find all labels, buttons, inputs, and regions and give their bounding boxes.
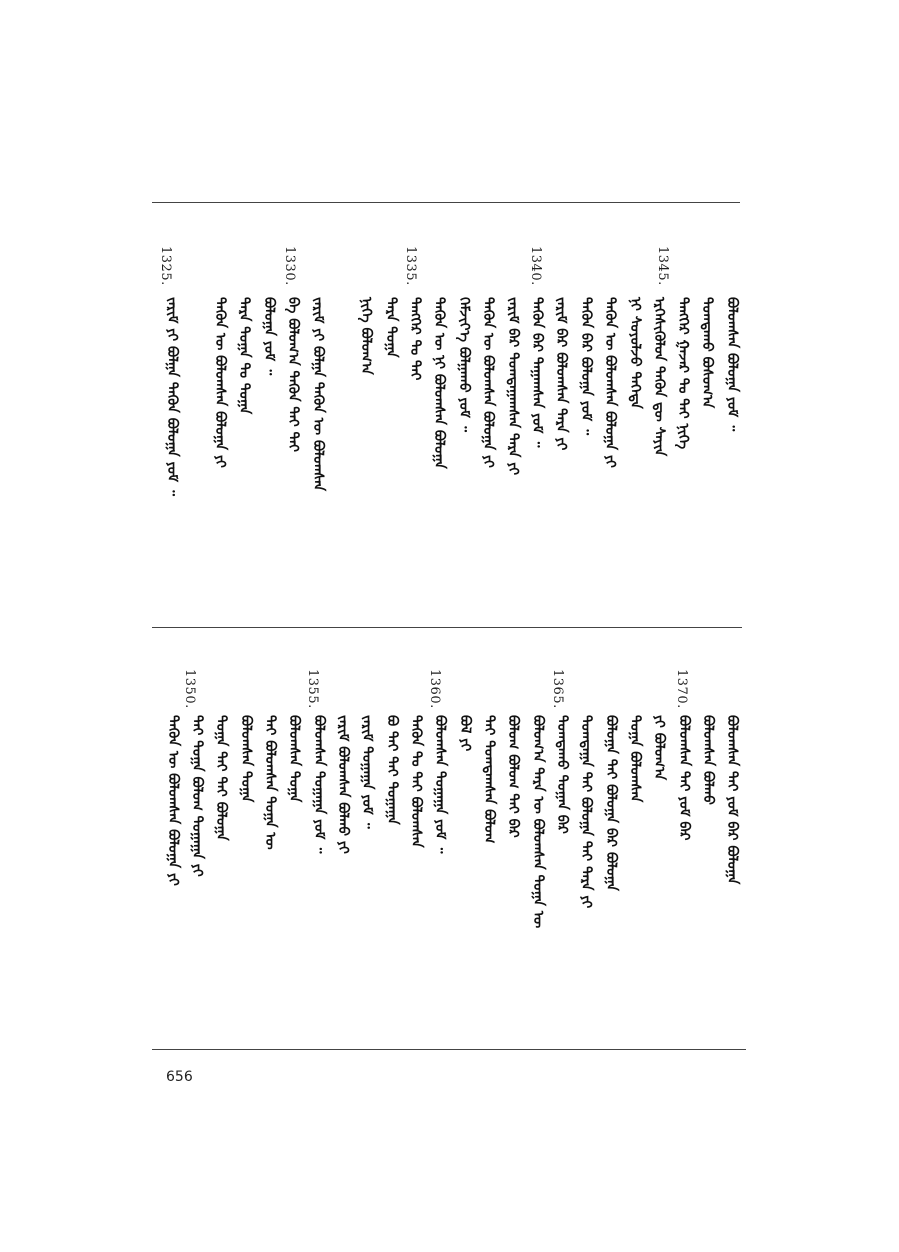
text-column: ᠪᠣᠯᠤᠭᠠ ᠲᠠᠢ ᠪᠣᠯᠤᠭᠠ ᠪᠠᠷ ᠪᠣᠯᠤᠭᠠ <box>603 715 619 891</box>
line-number: 1330. <box>282 246 297 286</box>
text-column: ᠵᠠᠷᠢᠮ ᠪᠣᠯᠤᠭᠰᠠᠨ ᠪᠣᠯᠬᠤ ᠶᠢ <box>335 715 351 854</box>
text-column: ᠪᠣᠯᠤᠭ ᠪᠣᠯᠤᠭ ᠲᠠᠢ ᠪᠠᠷ <box>505 715 521 838</box>
line-number: 1335. <box>403 246 418 286</box>
text-column: ᠨᠢᠭᠡ ᠪᠣᠯᠤᠭ᠎ᠠ <box>358 297 374 375</box>
text-column: ᠲᠡᠩᠭᠡᠷ ᠭᠠᠵᠠᠷ ᠲᠤ ᠲᠠᠢ ᠨᠢᠭᠡ <box>675 297 691 450</box>
text-column: ᠲᠣᠭᠲᠠᠬᠤ ᠲᠣᠭᠠᠨ ᠪᠠᠷ <box>554 715 570 834</box>
bottom-rule <box>152 1049 746 1050</box>
text-column: ᠪᠣᠯ ᠶᠢ <box>457 715 473 752</box>
text-column: ᠬᠡᠮᠵᠢᠶ᠎ᠡ ᠪᠣᠯᠭᠠᠬᠤ ᠶᠤᠮ ᠃ <box>456 297 472 432</box>
top-rule <box>152 202 740 203</box>
text-column: ᠲᠡᠭᠦᠨ ᠦ ᠪᠣᠯᠤᠭᠰᠠᠨ ᠪᠣᠯᠤᠭᠠ ᠶᠢ <box>212 297 228 468</box>
text-column: ᠪᠣᠯᠤᠭᠰᠠᠨ ᠲᠣᠭᠠ <box>238 715 254 803</box>
line-number: 1350. <box>182 669 197 709</box>
text-column: ᠲᠡᠭᠦᠨ ᠪᠠᠷ ᠪᠣᠯᠤᠭᠠ ᠶᠤᠮ ᠃ <box>578 297 594 436</box>
text-column: ᠲᠣᠭᠲᠠᠭᠠ ᠲᠠᠢ ᠪᠣᠯᠤᠭᠠ ᠲᠠᠢ ᠲᠡᠷᠡ ᠶᠢ <box>578 715 594 909</box>
text-column: ᠪᠠ ᠪᠣᠯᠤᠭ᠎ᠠ ᠲᠡᠭᠦᠨ ᠲᠠᠢ ᠲᠠᠢ <box>285 297 301 453</box>
text-column: ᠲᠡᠷᠡ ᠲᠣᠭᠠ <box>383 297 399 358</box>
line-number: 1360. <box>427 669 442 709</box>
text-column: ᠪᠣᠯᠤᠭᠰᠠᠨ ᠪᠣᠯᠤᠭᠠ ᠶᠤᠮ ᠃ <box>724 297 740 432</box>
text-column: ᠲᠡᠭᠦᠨ ᠦ ᠪᠣᠯᠤᠭᠰᠠᠨ ᠪᠣᠯᠤᠭᠠ ᠶᠢ <box>165 715 181 886</box>
line-number: 1325. <box>158 246 173 286</box>
text-column: ᠨᠢ ᠰᠣᠶᠤᠯᠵᠤ ᠲᠡᠭᠡᠳᠡ <box>627 297 643 409</box>
line-number: 1345. <box>655 246 670 286</box>
text-column: ᠲᠠᠢ ᠲᠣᠭᠠ ᠪᠣᠯᠤᠭ ᠲᠣᠭᠠᠭᠠ ᠶᠢ <box>189 715 205 877</box>
text-column: ᠲᠣᠭᠠ ᠪᠣᠯᠤᠭᠰᠠᠨ <box>627 715 643 803</box>
text-column: ᠡᠷᠬᠡᠰᠢᠭᠦᠯᠦᠨ ᠲᠡᠭᠦᠨ ᠳᠦ ᠰᠠᠶᠢᠨ <box>651 297 667 457</box>
middle-rule <box>152 627 742 628</box>
text-column: ᠲᠡᠩᠭᠡᠷ ᠲᠤ ᠲᠠᠢ <box>407 297 423 381</box>
text-column: ᠪᠣᠯᠤᠭᠠ ᠶᠤᠮ ᠃ <box>261 297 277 376</box>
text-column: ᠵᠠᠷᠢᠮ ᠶᠢ ᠪᠣᠯᠭᠠ ᠲᠡᠭᠦᠨ ᠦ ᠪᠣᠯᠤᠭᠰᠠᠨ <box>310 297 326 492</box>
text-column: ᠪᠣᠯᠤᠭᠰᠠᠨ ᠲᠣᠭᠠᠭᠠ ᠶᠤᠮ ᠃ <box>432 715 448 854</box>
text-column: ᠪᠣ ᠲᠠᠢ ᠲᠠᠢ ᠲᠣᠭᠠᠭᠠ <box>384 715 400 825</box>
text-column: ᠵᠠᠷᠢᠮ ᠪᠠᠷ ᠪᠣᠯᠤᠭᠰᠠᠨ ᠲᠡᠷᠡ ᠶᠢ <box>553 297 569 451</box>
text-column: ᠲᠣᠭᠠ ᠲᠠᠢ ᠲᠠᠢ ᠪᠣᠯᠤᠭᠠ <box>213 715 229 841</box>
text-column: ᠲᠡᠭᠦᠨ ᠦ ᠨᠢ ᠪᠣᠯᠤᠭᠰᠠᠨ ᠪᠣᠯᠤᠭᠠ <box>431 297 447 469</box>
text-column: ᠲᠡᠭᠦᠨ ᠦ ᠪᠣᠯᠤᠭᠰᠠᠨ ᠪᠣᠯᠤᠭᠠ ᠶᠢ <box>602 297 618 468</box>
text-column: ᠵᠠᠷᠢᠮ ᠲᠣᠭᠠᠭᠠ ᠶᠤᠮ ᠃ <box>359 715 375 829</box>
text-column: ᠪᠣᠯᠤᠭᠰᠠᠨ ᠲᠠᠢ ᠶᠤᠮ ᠪᠠᠷ ᠪᠣᠯᠤᠭᠠ <box>724 715 740 885</box>
line-number: 1365. <box>550 669 565 709</box>
text-column: ᠪᠣᠯᠤᠭᠰᠠᠨ ᠲᠣᠭᠠᠭᠠ ᠶᠤᠮ ᠃ <box>311 715 327 854</box>
text-column: ᠪᠣᠯᠤᠭ᠎ᠠ ᠲᠡᠷᠡ ᠦ ᠪᠣᠯᠤᠭᠰᠠᠨ ᠲᠣᠭᠠ ᠦ <box>530 715 546 929</box>
text-column: ᠲᠡᠭᠦᠨ ᠲᠤ ᠲᠠᠢ ᠪᠣᠯᠤᠭᠰᠠᠨ <box>408 715 424 848</box>
line-number: 1355. <box>305 669 320 709</box>
text-column: ᠲᠡᠷᠡ ᠲᠣᠭᠠ ᠲᠤ ᠲᠣᠭᠠ <box>236 297 252 415</box>
text-column: ᠪᠣᠯᠤᠭᠰᠠᠨ ᠪᠣᠯᠬᠤ <box>700 715 716 805</box>
text-column: ᠵᠠᠷᠢᠮ ᠶᠢ ᠪᠣᠯᠭᠠ ᠲᠡᠭᠦᠨ ᠪᠣᠯᠤᠭᠠ ᠶᠤᠮ ᠃ <box>164 297 180 497</box>
text-column: ᠪᠣᠯᠤᠭᠰᠠᠨ ᠲᠠᠢ ᠶᠤᠮ ᠪᠠᠷ <box>676 715 692 841</box>
text-column: ᠪᠣᠯᠤᠭᠰᠠᠨ ᠲᠣᠭᠠ <box>286 715 302 803</box>
text-column: ᠲᠠᠢ ᠪᠣᠯᠤᠭᠰᠠᠨ ᠲᠣᠭᠠ ᠦ <box>262 715 278 850</box>
text-column: ᠶᠢ ᠪᠣᠯᠤᠭ᠎ᠠ <box>651 715 667 781</box>
line-number: 1370. <box>674 669 689 709</box>
page-number: 656 <box>166 1069 193 1085</box>
text-column: ᠲᠠᠢ ᠲᠣᠭᠲᠠᠭᠰᠠᠨ ᠪᠣᠯᠤᠭ <box>481 715 497 844</box>
text-column: ᠲᠡᠭᠦᠨ ᠪᠠᠷ ᠲᠠᠭᠠᠭᠰᠠᠨ ᠶᠤᠮ ᠃ <box>529 297 545 448</box>
text-column: ᠵᠠᠷᠢᠮ ᠪᠠᠷ ᠲᠣᠭᠲᠠᠭᠠᠭᠰᠠᠨ ᠲᠡᠷᠡ ᠶᠢ <box>505 297 521 476</box>
line-number: 1340. <box>528 246 543 286</box>
text-column: ᠲᠡᠭᠦᠨ ᠦ ᠪᠣᠯᠤᠭᠰᠠᠨ ᠪᠣᠯᠤᠭᠠ ᠶᠢ <box>480 297 496 468</box>
text-column: ᠲᠣᠭᠲᠠᠬᠤ ᠪᠣᠰᠤᠭ᠎ᠠ <box>699 297 715 409</box>
